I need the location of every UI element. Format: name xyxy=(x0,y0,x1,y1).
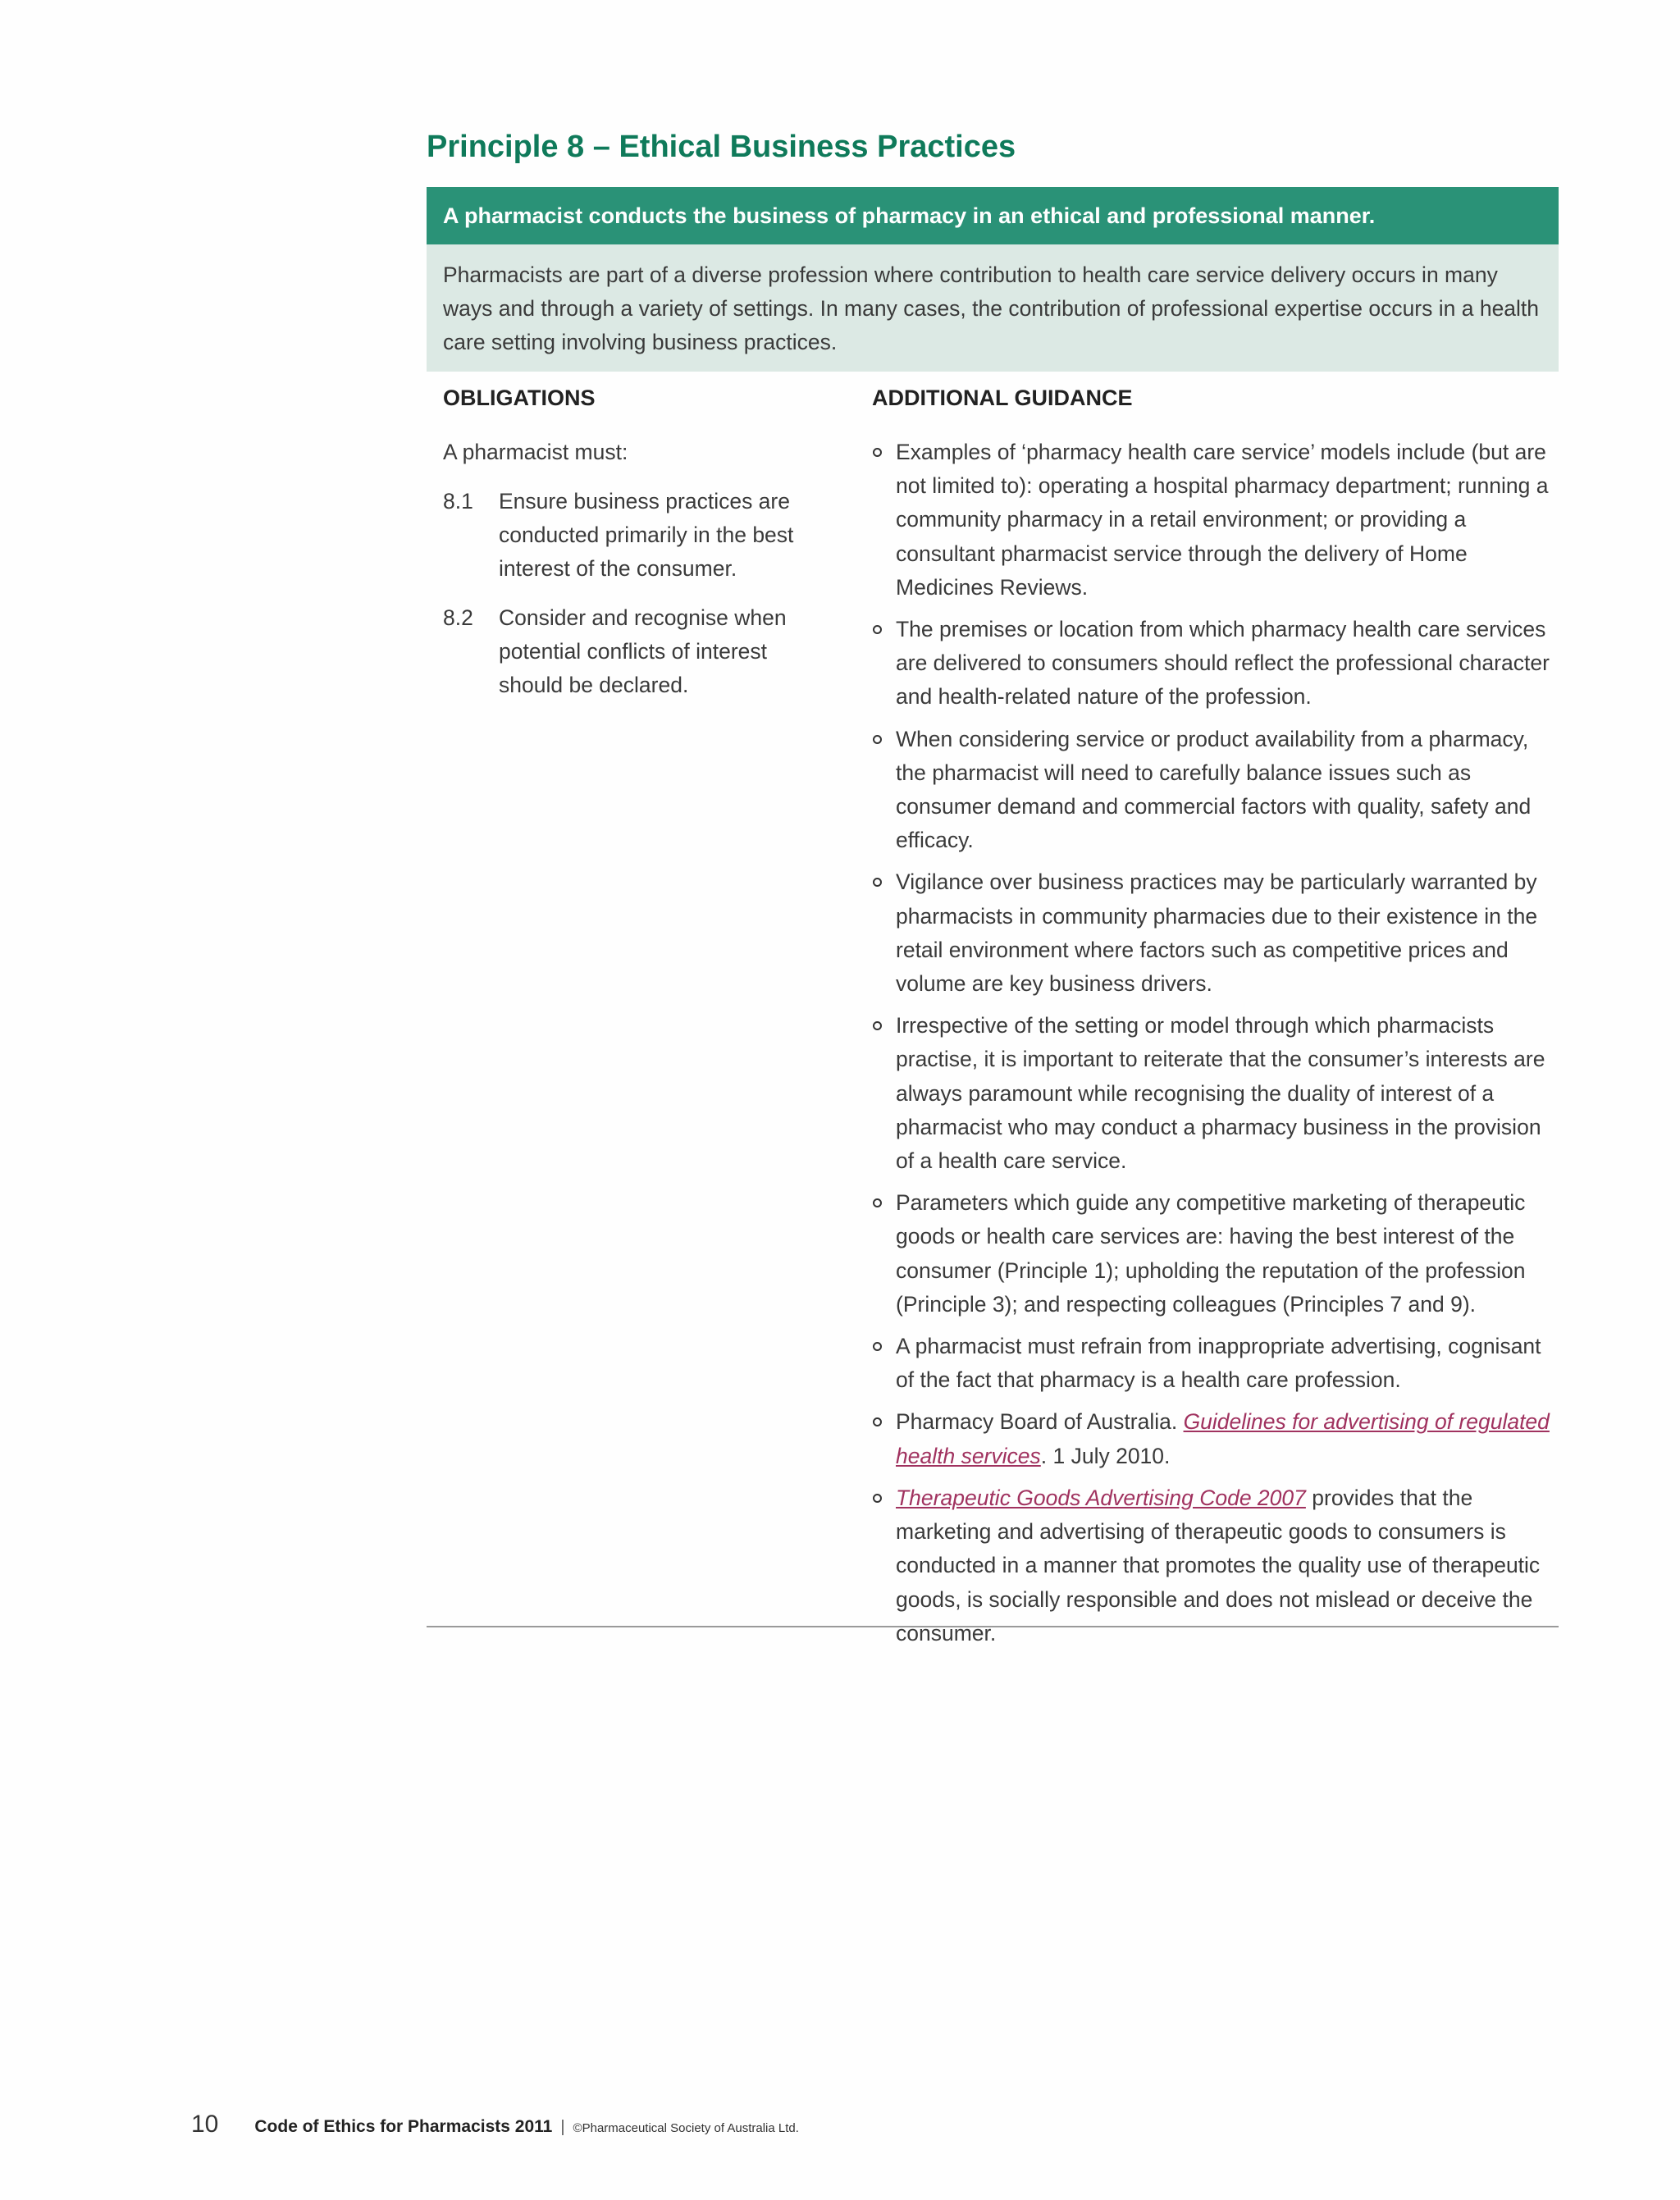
advertising-code-link[interactable]: Therapeutic Goods Advertising Code 2007 xyxy=(896,1485,1306,1510)
page-title: Principle 8 – Ethical Business Practices xyxy=(427,130,1016,164)
page-footer xyxy=(191,2111,799,2138)
page-number: 10 xyxy=(191,2111,219,2138)
obligation-number: 8.2 xyxy=(443,605,473,630)
guidance-reference-item xyxy=(872,1481,1553,1650)
guidance-text: Parameters which guide any competitive marketing of therapeutic goods or health care services are: having the best interest of the consumer (Principle 1); upholding the reputation of the profession (Principle 3); and respecting colleagues (Principles 7 and 9). xyxy=(896,1190,1526,1317)
guidance-item xyxy=(872,1330,1553,1397)
guidance-text: Examples of ‘pharmacy health care service’ models include (but are not limited to): operating a hospital pharmacy department; running a community pharmacy in a retail environment; or providing a consultant pharmacist service through the delivery of Home Medicines Reviews. xyxy=(896,440,1549,600)
bullet-icon xyxy=(873,625,882,634)
obligation-item xyxy=(443,485,829,586)
guidance-item xyxy=(872,1186,1553,1321)
bullet-icon xyxy=(873,1417,882,1426)
obligation-item xyxy=(443,601,829,702)
reference-suffix: provides that the marketing and advertising of therapeutic goods to consumers is conducted in a manner that promotes the quality use of therapeutic goods, is socially responsible and does not mislead or deceive the consumer. xyxy=(896,1485,1541,1645)
principle-statement-banner xyxy=(427,187,1559,244)
section-divider xyxy=(427,1626,1559,1627)
guidance-text: When considering service or product availability from a pharmacy, the pharmacist will need to carefully balance issues such as consumer demand and commercial factors with quality, safety and efficacy. xyxy=(896,726,1532,853)
bullet-icon xyxy=(873,448,882,457)
guidance-list xyxy=(872,436,1553,1659)
bullet-icon xyxy=(873,1342,882,1351)
principle-intro: Pharmacists are part of a diverse profession where contribution to health care service delivery occurs in many ways and through a variety of settings. In many cases, the contribution of professional expertise occurs in a health care setting involving business practices. xyxy=(427,244,1559,372)
obligations-heading: OBLIGATIONS xyxy=(443,386,596,410)
obligation-text: Consider and recognise when potential conflicts of interest should be declared. xyxy=(499,605,787,697)
guidance-text: A pharmacist must refrain from inappropriate advertising, cognisant of the fact that pharmacy is a health care profession. xyxy=(896,1334,1541,1393)
footer-separator: | xyxy=(560,2118,565,2136)
bullet-icon xyxy=(873,878,882,887)
document-title: Code of Ethics for Pharmacists 2011 xyxy=(254,2117,553,2136)
bullet-icon xyxy=(873,1494,882,1503)
guidance-item xyxy=(872,436,1553,605)
guidance-text: Irrespective of the setting or model through which pharmacists practise, it is important to reiterate that the consumer’s interests are always paramount while recognising the duality of interest of a pharmacist who may conduct a pharmacy business in the provision of a health care service. xyxy=(896,1013,1545,1174)
guidance-reference-item xyxy=(872,1405,1553,1472)
reference-suffix: . 1 July 2010. xyxy=(1040,1443,1171,1468)
guidance-text: The premises or location from which pharmacy health care services are delivered to consumers should reflect the professional character and health-related nature of the profession. xyxy=(896,617,1550,710)
bullet-icon xyxy=(873,1198,882,1207)
bullet-icon xyxy=(873,1021,882,1030)
advertising-guidelines-link[interactable]: Guidelines for advertising of regulated health services xyxy=(896,1409,1550,1468)
copyright-notice: ©Pharmaceutical Society of Australia Ltd. xyxy=(573,2121,799,2135)
obligations-column xyxy=(443,436,829,718)
guidance-item xyxy=(872,865,1553,1001)
principle-statement: A pharmacist conducts the business of pharmacy in an ethical and professional manner. xyxy=(443,203,1376,228)
obligation-number: 8.1 xyxy=(443,489,473,513)
reference-prefix: Pharmacy Board of Australia. xyxy=(896,1409,1184,1435)
guidance-text: Vigilance over business practices may be particularly warranted by pharmacists in community pharmacies due to their existence in the retail environment where factors such as competitive prices and volume are key business drivers. xyxy=(896,870,1538,997)
obligation-text: Ensure business practices are conducted primarily in the best interest of the consumer. xyxy=(499,489,794,581)
guidance-item xyxy=(872,723,1553,858)
bullet-icon xyxy=(873,735,882,744)
obligations-lead: A pharmacist must: xyxy=(443,440,628,464)
guidance-heading: ADDITIONAL GUIDANCE xyxy=(872,386,1133,410)
guidance-item xyxy=(872,1009,1553,1178)
guidance-item xyxy=(872,613,1553,714)
